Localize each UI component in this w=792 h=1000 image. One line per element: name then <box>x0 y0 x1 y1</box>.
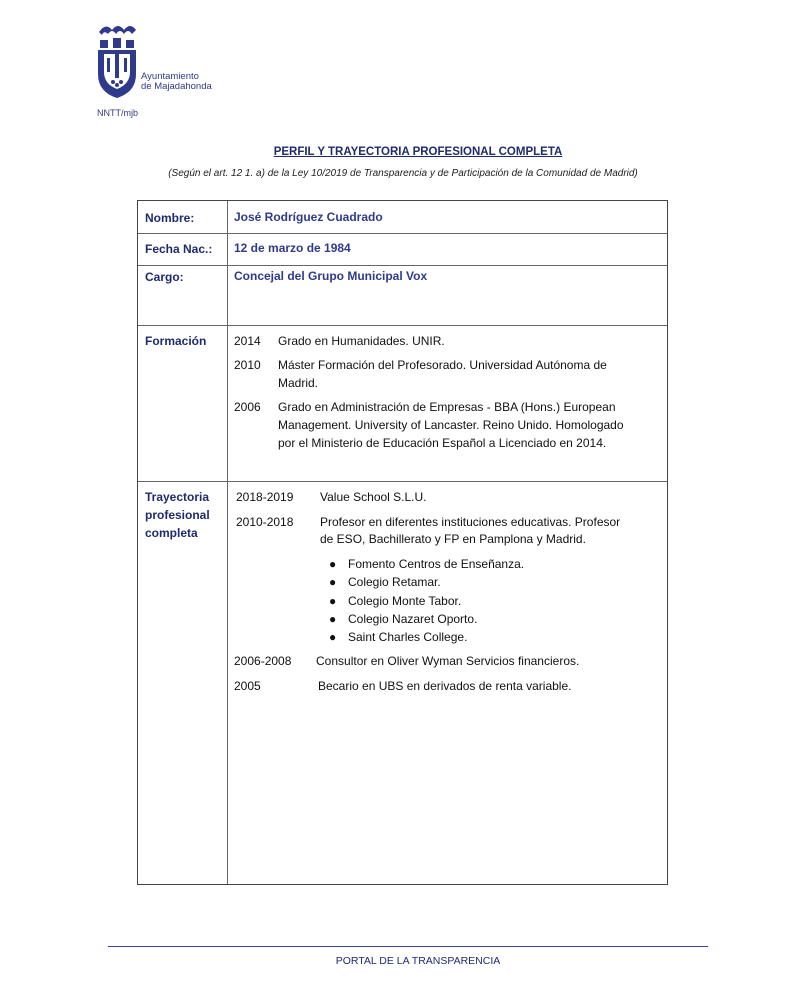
bullet-icon: ● <box>329 612 337 626</box>
trayectoria-entry-line: Consultor en Oliver Wyman Servicios financieros. <box>316 654 580 668</box>
formacion-entry-line: por el Ministerio de Educación Español a Licenciado en 2014. <box>278 436 607 450</box>
document-title: PERFIL Y TRAYECTORIA PROFESIONAL COMPLETA <box>273 146 563 158</box>
formacion-entry-line: Management. University of Lancaster. Reino Unido. Homologado <box>278 418 624 432</box>
trayectoria-year: 2010-2018 <box>236 515 294 529</box>
bullet-icon: ● <box>329 630 337 644</box>
school-name: Saint Charles College. <box>348 630 468 644</box>
bullet-icon: ● <box>329 575 337 589</box>
trayectoria-year: 2018-2019 <box>236 490 294 504</box>
row-nombre <box>138 201 667 234</box>
row-formacion <box>138 325 667 482</box>
school-list-item <box>329 573 441 591</box>
majadahonda-emblem-icon <box>96 22 138 98</box>
label-formacion: Formación <box>145 334 207 348</box>
document-reference: NNTT/mjb <box>97 108 138 118</box>
formacion-entry-line: Máster Formación del Profesorado. Universidad Autónoma de <box>278 358 607 372</box>
municipality-logo <box>96 22 246 102</box>
value-nombre: José Rodríguez Cuadrado <box>234 210 383 224</box>
logo-text-line2: de Majadahonda <box>141 81 212 92</box>
label-fecha: Fecha Nac.: <box>145 242 213 256</box>
school-name: Colegio Retamar. <box>348 575 441 589</box>
row-fecha <box>138 233 667 266</box>
label-cargo: Cargo: <box>145 270 184 284</box>
trayectoria-year: 2006-2008 <box>234 654 292 668</box>
school-list-item <box>329 610 478 628</box>
row-trayectoria <box>138 481 667 884</box>
school-name: Fomento Centros de Enseñanza. <box>348 557 525 571</box>
formacion-year: 2006 <box>234 400 261 414</box>
trayectoria-entry-line: de ESO, Bachillerato y FP en Pamplona y Madrid. <box>320 532 586 546</box>
trayectoria-entry-line: Value School S.L.U. <box>320 490 427 504</box>
formacion-year: 2014 <box>234 334 261 348</box>
trayectoria-entry-line: Profesor en diferentes instituciones educativas. Profesor <box>320 515 621 529</box>
formacion-entry-line: Madrid. <box>278 376 319 390</box>
label-trayectoria-line1: Trayectoria <box>145 490 210 504</box>
school-list-item <box>329 592 462 610</box>
value-cargo: Concejal del Grupo Municipal Vox <box>234 269 428 283</box>
school-list-item <box>329 628 468 646</box>
label-nombre: Nombre: <box>145 211 195 225</box>
formacion-entry-line: Grado en Administración de Empresas - BBA (Hons.) European <box>278 400 616 414</box>
bullet-icon: ● <box>329 557 337 571</box>
logo-caption <box>141 72 212 92</box>
bullet-icon: ● <box>329 594 337 608</box>
formacion-year: 2010 <box>234 358 261 372</box>
school-list-item <box>329 555 525 573</box>
document-subtitle: (Según el art. 12 1. a) de la Ley 10/2019 de Transparencia y de Participación de la Comunidad de Madrid) <box>168 168 638 179</box>
school-name: Colegio Nazaret Oporto. <box>348 612 478 626</box>
trayectoria-entry-line: Becario en UBS en derivados de renta variable. <box>318 679 572 693</box>
logo-text-line1: Ayuntamiento <box>141 71 199 82</box>
profile-table <box>137 200 668 885</box>
footer-portal-label: PORTAL DE LA TRANSPARENCIA <box>335 955 501 967</box>
value-fecha: 12 de marzo de 1984 <box>234 241 351 255</box>
trayectoria-year: 2005 <box>234 679 261 693</box>
row-cargo <box>138 265 667 326</box>
footer-divider <box>108 946 708 947</box>
label-trayectoria-line2: profesional <box>145 508 210 522</box>
formacion-entry-line: Grado en Humanidades. UNIR. <box>278 334 445 348</box>
label-trayectoria-line3: completa <box>145 526 198 540</box>
school-name: Colegio Monte Tabor. <box>348 594 462 608</box>
